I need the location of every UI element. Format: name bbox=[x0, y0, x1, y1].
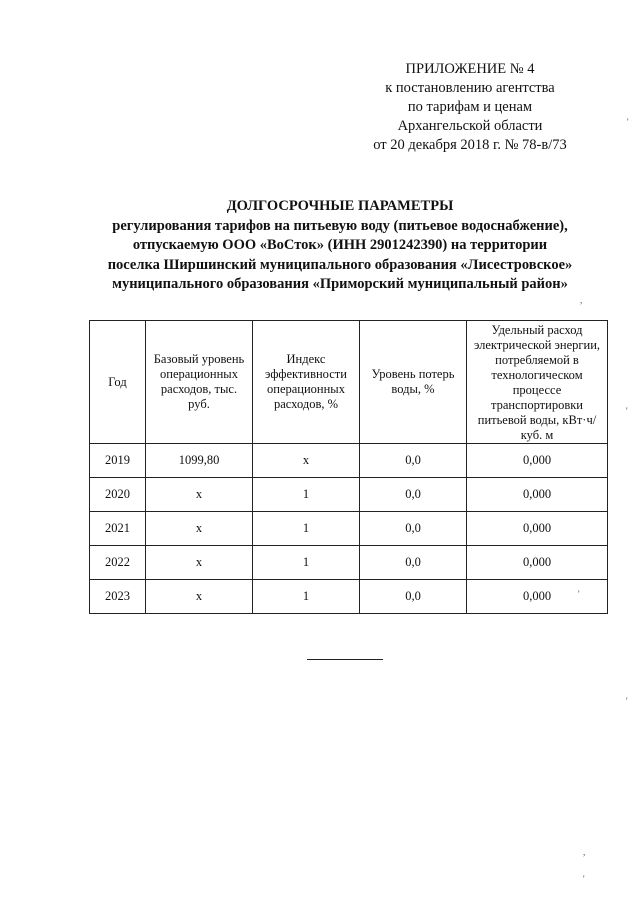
cell-year: 2020 bbox=[90, 478, 146, 512]
table-header-row bbox=[90, 321, 608, 444]
cell-energy-consumption: 0,000 bbox=[467, 444, 608, 478]
cell-year: 2023 bbox=[90, 580, 146, 614]
scan-speck: ' bbox=[583, 874, 585, 884]
title-line: регулирования тарифов на питьевую воду (питьевое водоснабжение), bbox=[112, 217, 568, 234]
table-row bbox=[90, 444, 608, 478]
title-line: поселка Ширшинский муниципального образования «Лисестровское» bbox=[107, 256, 573, 273]
cell-water-loss: 0,0 bbox=[360, 444, 467, 478]
header-efficiency-index: Индекс эффективности операционных расходов, % bbox=[253, 321, 360, 444]
appendix-line: ПРИЛОЖЕНИЕ № 4 bbox=[405, 61, 535, 77]
header-water-loss: Уровень потерь воды, % bbox=[360, 321, 467, 444]
table-row bbox=[90, 512, 608, 546]
cell-year: 2019 bbox=[90, 444, 146, 478]
cell-water-loss: 0,0 bbox=[360, 580, 467, 614]
scan-speck: , bbox=[580, 295, 583, 305]
cell-water-loss: 0,0 bbox=[360, 546, 467, 580]
cell-efficiency-index: 1 bbox=[253, 546, 360, 580]
cell-efficiency-index: 1 bbox=[253, 478, 360, 512]
table-row bbox=[90, 478, 608, 512]
appendix-line: по тарифам и ценам bbox=[407, 99, 533, 115]
cell-energy-consumption: 0,000 bbox=[467, 546, 608, 580]
appendix-line: Архангельской области bbox=[397, 118, 543, 134]
table-row bbox=[90, 580, 608, 614]
cell-energy-consumption: 0,000 bbox=[467, 580, 608, 614]
scan-speck: ' bbox=[626, 406, 628, 416]
document-title bbox=[60, 197, 620, 295]
cell-efficiency-index: х bbox=[253, 444, 360, 478]
cell-efficiency-index: 1 bbox=[253, 512, 360, 546]
appendix-block bbox=[340, 60, 600, 155]
scan-speck: ' bbox=[578, 589, 580, 599]
cell-base-opex: х bbox=[146, 478, 253, 512]
header-year: Год bbox=[90, 321, 146, 444]
title-line: муниципального образования «Приморский муниципальный район» bbox=[112, 276, 568, 292]
scan-speck: , bbox=[583, 847, 586, 857]
cell-water-loss: 0,0 bbox=[360, 512, 467, 546]
header-energy-consumption: Удельный расход электрической энергии, потребляемой в технологическом процессе транспортировки питьевой воды, кВт·ч/куб. м bbox=[467, 321, 608, 444]
cell-year: 2022 bbox=[90, 546, 146, 580]
cell-year: 2021 bbox=[90, 512, 146, 546]
appendix-line: от 20 декабря 2018 г. № 78-в/73 bbox=[373, 137, 567, 153]
cell-water-loss: 0,0 bbox=[360, 478, 467, 512]
cell-base-opex: 1099,80 bbox=[146, 444, 253, 478]
appendix-line: к постановлению агентства bbox=[385, 80, 555, 96]
title-line: ДОЛГОСРОЧНЫЕ ПАРАМЕТРЫ bbox=[226, 198, 454, 214]
cell-base-opex: х bbox=[146, 512, 253, 546]
closing-rule bbox=[307, 659, 383, 660]
cell-efficiency-index: 1 bbox=[253, 580, 360, 614]
table-row bbox=[90, 546, 608, 580]
cell-energy-consumption: 0,000 bbox=[467, 512, 608, 546]
header-base-opex: Базовый уровень операционных расходов, тыс. руб. bbox=[146, 321, 253, 444]
scan-speck: ' bbox=[626, 696, 628, 706]
cell-base-opex: х bbox=[146, 580, 253, 614]
title-line: отпускаемую ООО «ВоСток» (ИНН 2901242390) на территории bbox=[132, 237, 548, 253]
cell-energy-consumption: 0,000 bbox=[467, 478, 608, 512]
cell-base-opex: х bbox=[146, 546, 253, 580]
scan-speck: ' bbox=[627, 117, 629, 127]
parameters-table bbox=[89, 320, 608, 614]
